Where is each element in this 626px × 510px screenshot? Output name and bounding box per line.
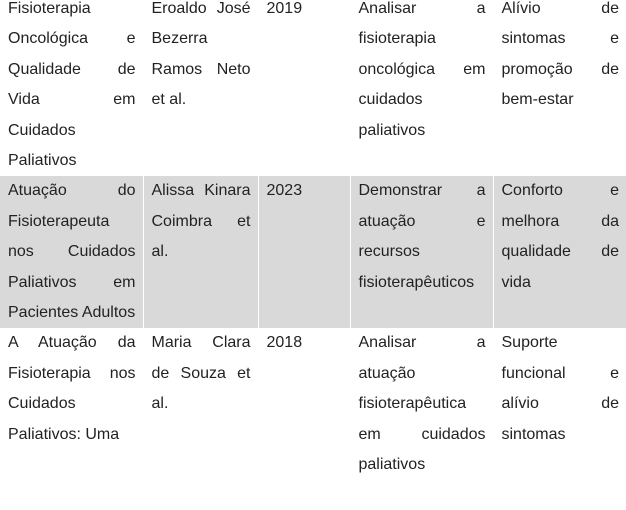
table-row	[0, 0, 626, 176]
authors-cell	[143, 328, 258, 480]
objective-cell	[350, 328, 493, 480]
study-title: Atuação do Fisioterapeuta nos Cuidados Paliativos em Pacientes Adultos	[8, 182, 136, 322]
study-results: Alívio de sintomas e promoção de bem-estar	[501, 0, 619, 109]
title-cell	[0, 328, 143, 480]
study-year: 2023	[266, 182, 303, 200]
year-cell	[258, 0, 350, 176]
study-year: 2018	[266, 334, 303, 352]
study-objective: Analisar a atuação fisioterapêutica em cuidados paliativos	[358, 334, 486, 474]
study-year: 2019	[266, 0, 303, 17]
results-cell	[493, 0, 626, 176]
authors-cell	[143, 0, 258, 176]
table-row	[0, 176, 626, 328]
objective-cell	[350, 176, 493, 328]
results-cell	[493, 328, 626, 480]
study-authors: Maria Clara de Souza et al.	[151, 334, 251, 413]
results-cell	[493, 176, 626, 328]
title-cell	[0, 0, 143, 176]
study-results: Suporte funcional e alívio de sintomas	[501, 334, 619, 443]
study-title: Fisioterapia Oncológica e Qualidade de Vida em Cuidados Paliativos	[8, 0, 136, 170]
study-authors: Eroaldo José Bezerra Ramos Neto et al.	[151, 0, 251, 109]
table-row	[0, 328, 626, 480]
objective-cell	[350, 0, 493, 176]
study-authors: Alissa Kinara Coimbra et al.	[151, 182, 251, 261]
year-cell	[258, 176, 350, 328]
study-title: A Atuação da Fisioterapia nos Cuidados Paliativos: Uma	[8, 334, 136, 443]
study-objective: Demonstrar a atuação e recursos fisioterapêuticos	[358, 182, 486, 291]
year-cell	[258, 328, 350, 480]
title-cell	[0, 176, 143, 328]
study-objective: Analisar a fisioterapia oncológica em cuidados paliativos	[358, 0, 486, 139]
study-results: Conforto e melhora da qualidade de vida	[501, 182, 619, 291]
authors-cell	[143, 176, 258, 328]
